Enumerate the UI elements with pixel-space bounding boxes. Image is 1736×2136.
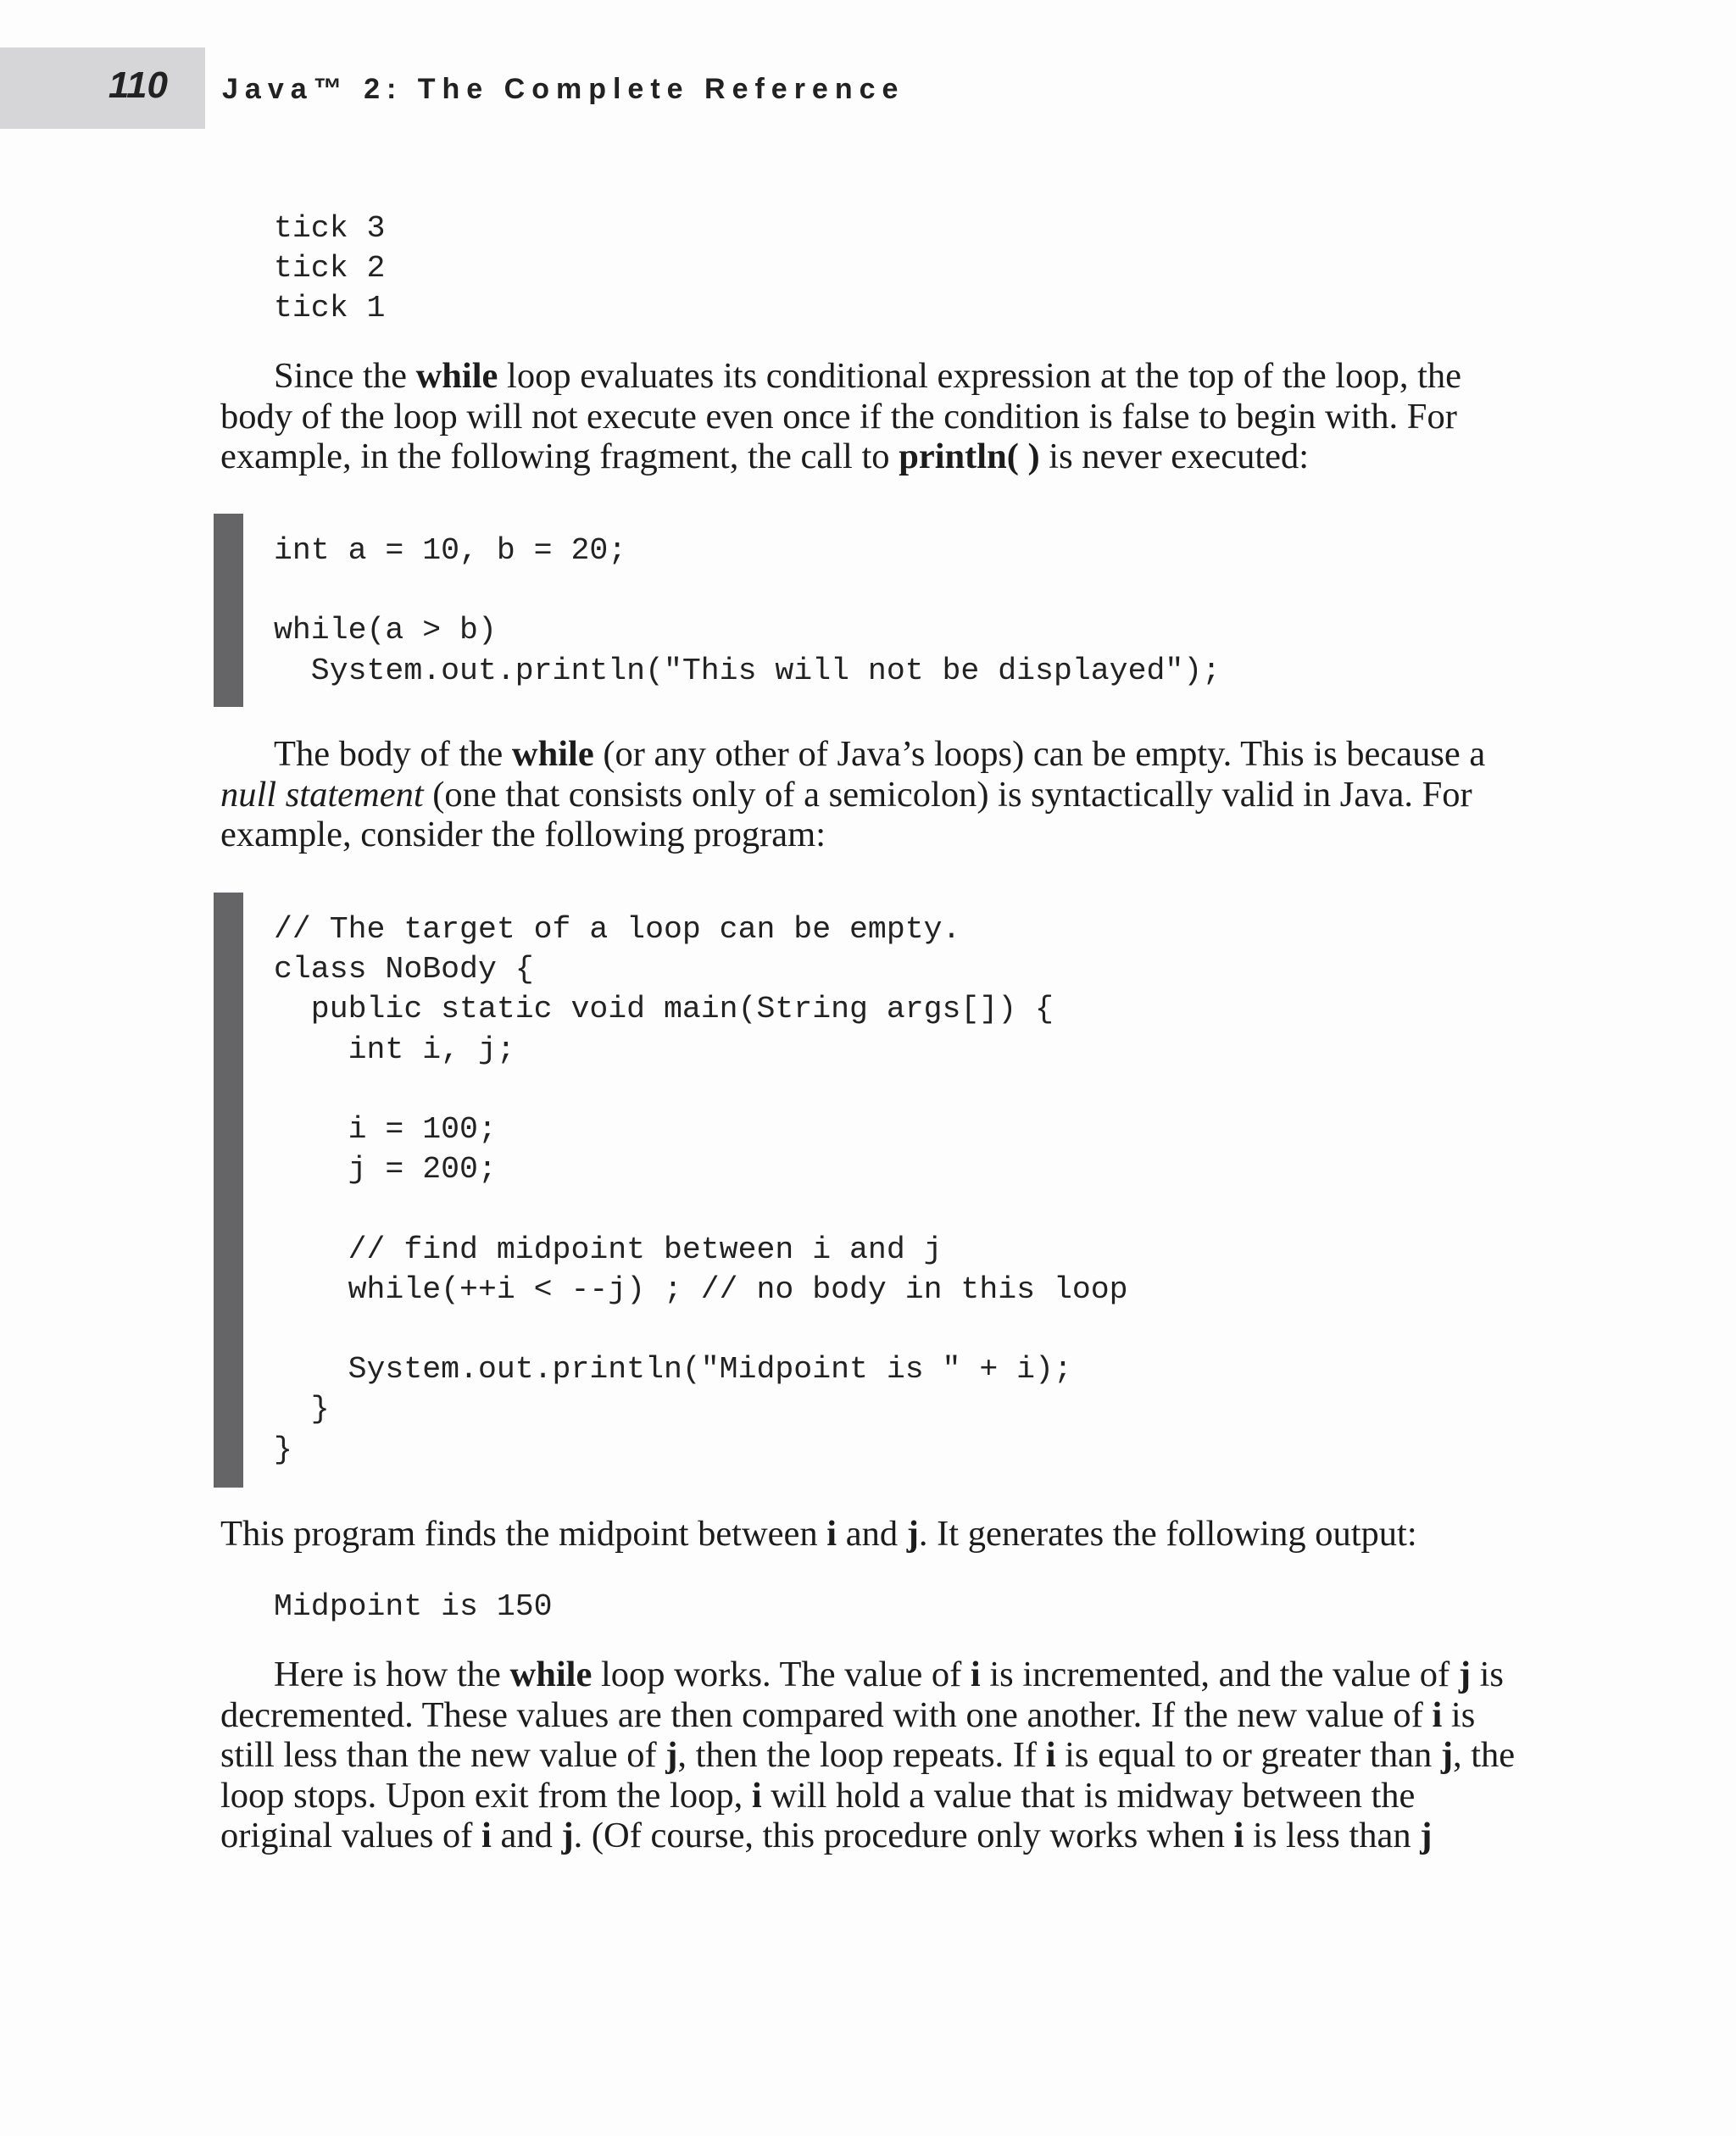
paragraph-loop-explanation: Here is how the while loop works. The value of i is incremented, and the value of j is decremented. These values are then compared with one another. If the new value of i is still less than the new value of j, then the loop repeats. If i is equal to or greater than j, the loop stops. Upon exit from the loop, i will hold a value that is midway between the original values of i and j. (Of course, this procedure only works when i is less than j [220, 1655, 1516, 1856]
code-block-fragment: int a = 10, b = 20; while(a > b) System.out.println("This will not be displayed"); [274, 533, 1221, 688]
code-block-bar [214, 893, 243, 1488]
code-block-nobody-program: // The target of a loop can be empty. class NoBody { public static void main(String args[]) { int i, j; i = 100; j = 200; // find midpoint between i and j while(++i < --j) ; // no body in this loop System.out.println("Midpoint is " + i); } } [274, 912, 1128, 1467]
paragraph-while-evaluation: Since the while loop evaluates its conditional expression at the top of the loop, the body of the loop will not execute even once if the condition is false to begin with. For example, in the following fragment, the call to println( ) is never executed: [220, 356, 1462, 477]
paragraph-output-intro: This program finds the midpoint between i and j. It generates the following output: [220, 1514, 1417, 1554]
running-title: Java™ 2: The Complete Reference [222, 73, 905, 105]
paragraph-empty-body: The body of the while (or any other of Java’s loops) can be empty. This is because a null statement (one that consists only of a semicolon) is syntactically valid in Java. For example, consider the following program: [220, 734, 1486, 855]
page-number: 110 [108, 64, 168, 106]
midpoint-output-block: Midpoint is 150 [274, 1589, 553, 1624]
tick-output-block: tick 3 tick 2 tick 1 [274, 211, 386, 326]
code-block-bar [214, 514, 243, 707]
